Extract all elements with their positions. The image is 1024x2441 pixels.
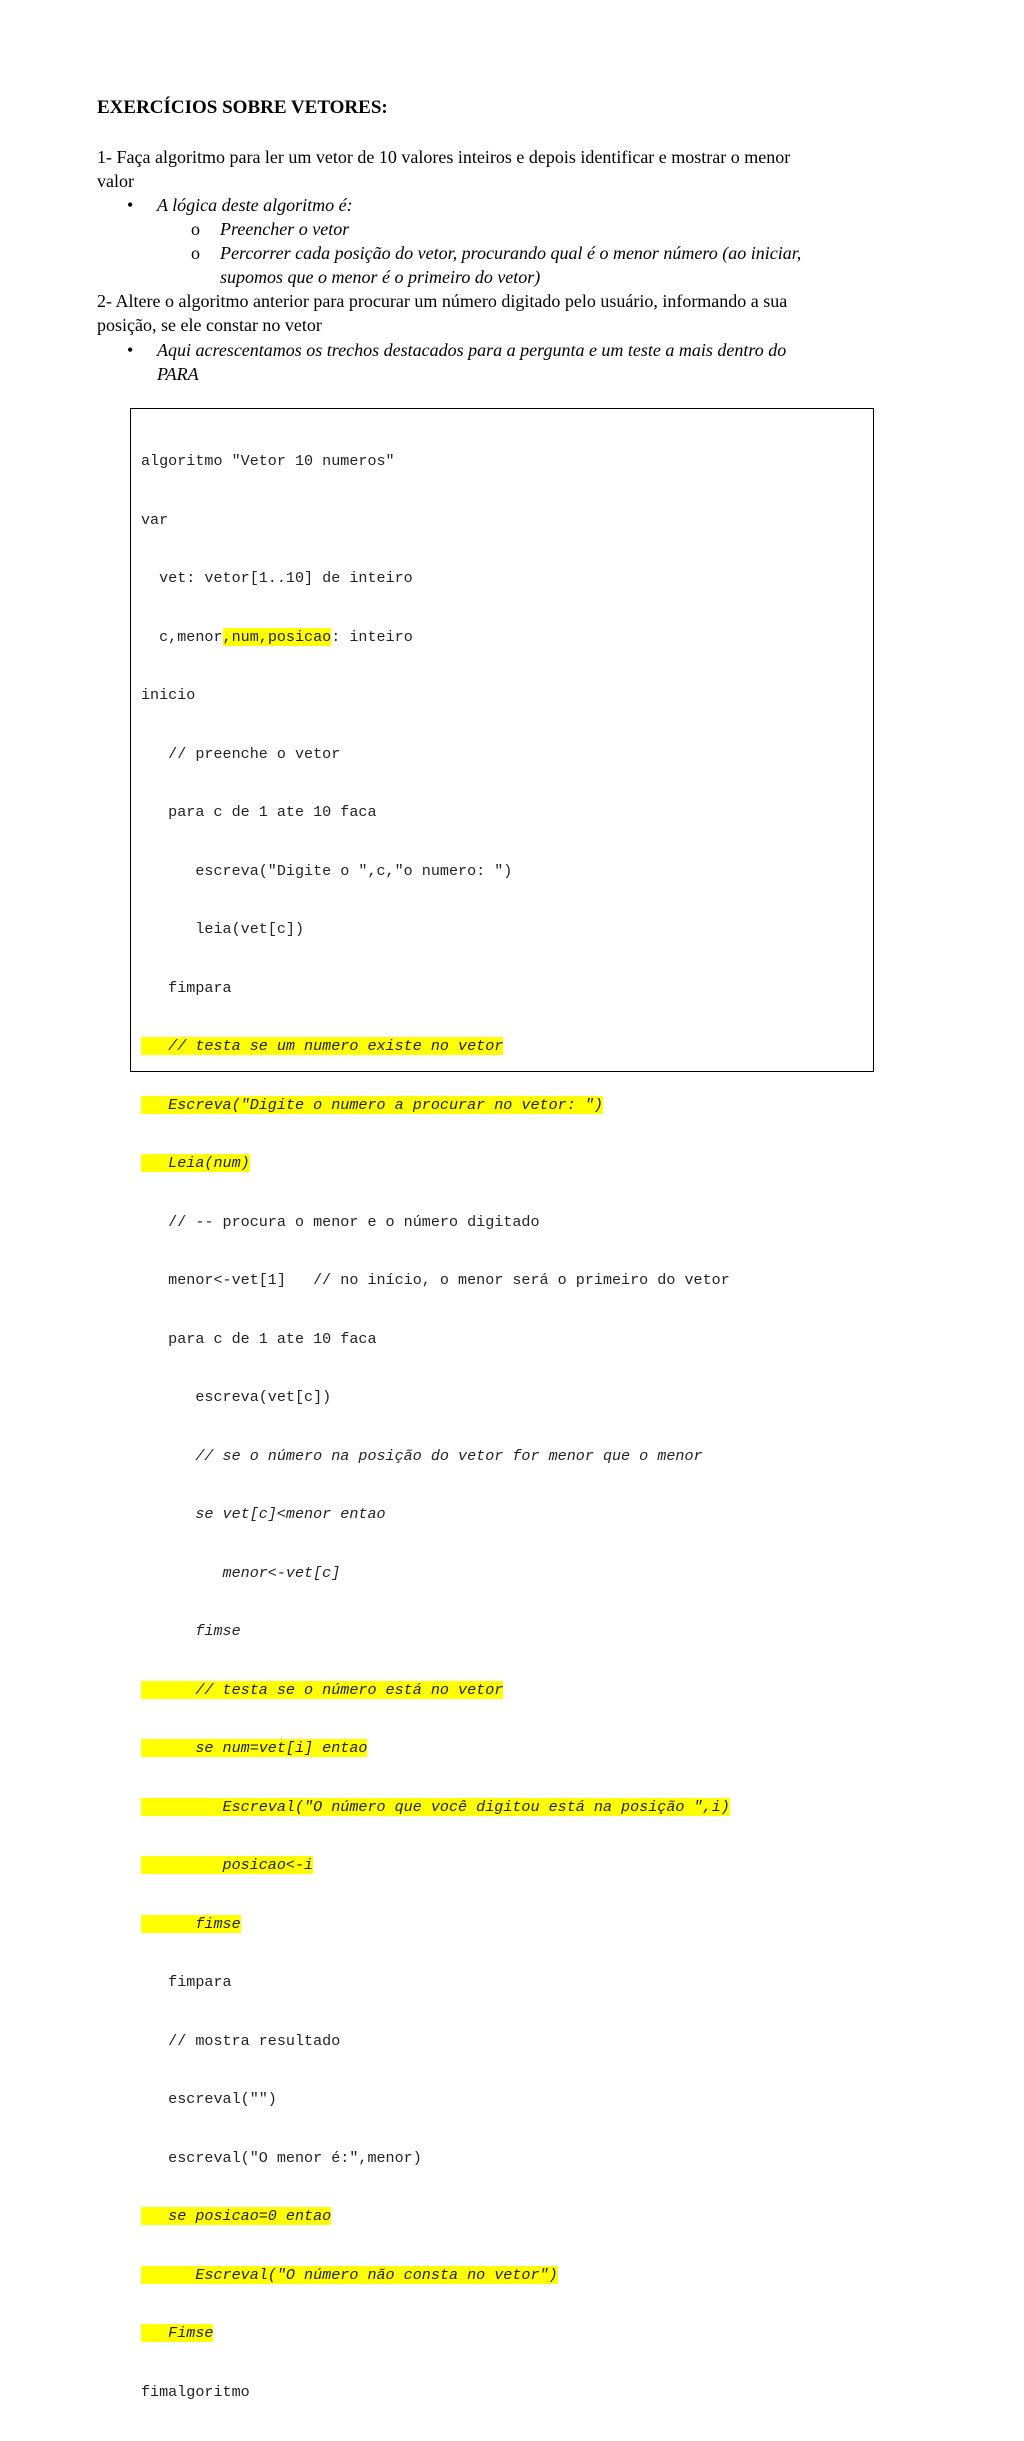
circle-bullet-icon: o xyxy=(191,243,200,263)
highlighted-code-line xyxy=(141,1154,730,1174)
code-line: fimse xyxy=(141,1622,241,1640)
highlighted-code-segment: Leia(num) xyxy=(141,1154,250,1172)
code-segment: c,menor xyxy=(141,627,223,646)
code-line: fimpara xyxy=(141,978,232,997)
exercise-2-bullet-line-2: PARA xyxy=(157,364,199,384)
code-line: se vet[c]<menor entao xyxy=(141,1505,386,1523)
highlighted-code-segment: // testa se um numero existe no vetor xyxy=(141,1037,504,1055)
highlighted-code-segment: se num=vet[i] entao xyxy=(141,1739,368,1757)
exercise-2-bullet-line-1: Aqui acrescentamos os trechos destacados para a pergunta e um teste a mais dentro do xyxy=(157,340,787,360)
highlighted-code-line xyxy=(141,2207,730,2227)
exercise-1-bullet xyxy=(127,193,353,217)
highlighted-code-segment: posicao<-i xyxy=(141,1856,314,1874)
code-line: // preenche o vetor xyxy=(141,744,341,763)
code-line: menor<-vet[1] // no início, o menor será o primeiro do vetor xyxy=(141,1271,730,1289)
code-line: vet: vetor[1..10] de inteiro xyxy=(141,569,413,587)
code-line: leia(vet[c]) xyxy=(141,920,305,938)
code-line xyxy=(141,628,730,648)
exercise-1-sub-item-2-line-2: supomos que o menor é o primeiro do vetor) xyxy=(220,267,541,287)
exercise-2-bullet xyxy=(127,338,787,386)
code-line: menor<-vet[c] xyxy=(141,1563,341,1582)
highlighted-code-line xyxy=(141,1739,730,1759)
highlighted-code-line xyxy=(141,2266,730,2286)
code-line: var xyxy=(141,510,169,529)
bullet-dot-icon: • xyxy=(127,195,134,215)
highlighted-code-line xyxy=(141,1798,730,1818)
highlighted-code-segment: Escreva("Digite o numero a procurar no vetor: ") xyxy=(141,1095,603,1114)
code-line: algoritmo "Vetor 10 numeros" xyxy=(141,452,395,470)
exercise-1-line-1: 1- Faça algoritmo para ler um vetor de 10 valores inteiros e depois identificar e mostrar o menor xyxy=(97,147,791,167)
highlighted-code-line xyxy=(141,2324,730,2344)
bullet-dot-icon: • xyxy=(127,340,134,360)
exercise-2-line-1: 2- Altere o algoritmo anterior para procurar um número digitado pelo usuário, informando a sua xyxy=(97,291,788,311)
circle-bullet-icon: o xyxy=(191,219,200,239)
exercise-1-line-2: valor xyxy=(97,171,134,191)
code-listing xyxy=(141,413,730,2441)
highlighted-code-line xyxy=(141,1915,730,1935)
code-line: escreval("") xyxy=(141,2090,277,2108)
exercise-1-sub-item-1-text: Preencher o vetor xyxy=(220,219,350,239)
code-line: para c de 1 ate 10 faca xyxy=(141,803,377,821)
highlighted-code-segment: Escreval("O número que você digitou está na posição ",i) xyxy=(141,1797,730,1816)
exercise-1-bullet-text: A lógica deste algoritmo é: xyxy=(157,195,353,215)
code-line: // -- procura o menor e o número digitado xyxy=(141,1212,540,1231)
code-line: escreva(vet[c]) xyxy=(141,1388,332,1406)
highlighted-code-segment: ,num,posicao xyxy=(222,627,332,646)
highlighted-code-line xyxy=(141,1681,730,1701)
exercise-1-text xyxy=(97,145,912,193)
page-title: EXERCÍCIOS SOBRE VETORES: xyxy=(97,97,388,118)
code-line: fimalgoritmo xyxy=(141,2382,250,2401)
exercise-1-sub-item-2-line-1: Percorrer cada posição do vetor, procurando qual é o menor número (ao iniciar, xyxy=(220,243,802,263)
highlighted-code-segment: // testa se o número está no vetor xyxy=(141,1680,504,1699)
highlighted-code-segment: Fimse xyxy=(141,2324,214,2342)
highlighted-code-line xyxy=(141,1037,730,1057)
code-line: escreva("Digite o ",c,"o numero: ") xyxy=(141,861,513,880)
code-line: fimpara xyxy=(141,1973,232,1991)
highlighted-code-segment: fimse xyxy=(141,1914,241,1933)
code-line: inicio xyxy=(141,686,196,704)
highlighted-code-segment: Escreval("O número não consta no vetor") xyxy=(141,2265,558,2284)
highlighted-code-line xyxy=(141,1096,730,1116)
code-line: escreval("O menor é:",menor) xyxy=(141,2148,422,2167)
code-listing-box xyxy=(130,408,874,2401)
code-line: // mostra resultado xyxy=(141,2031,341,2050)
highlighted-code-line xyxy=(141,1856,730,1876)
exercise-2-text xyxy=(97,289,912,337)
code-line: para c de 1 ate 10 faca xyxy=(141,1329,377,1348)
code-segment: : inteiro xyxy=(331,627,413,646)
highlighted-code-segment: se posicao=0 entao xyxy=(141,2207,332,2225)
code-line: // se o número na posição do vetor for menor que o menor xyxy=(141,1446,703,1465)
exercise-1-sub-item-2 xyxy=(191,241,802,289)
exercise-1-sub-item-1 xyxy=(191,217,350,241)
exercise-2-line-2: posição, se ele constar no vetor xyxy=(97,315,322,335)
